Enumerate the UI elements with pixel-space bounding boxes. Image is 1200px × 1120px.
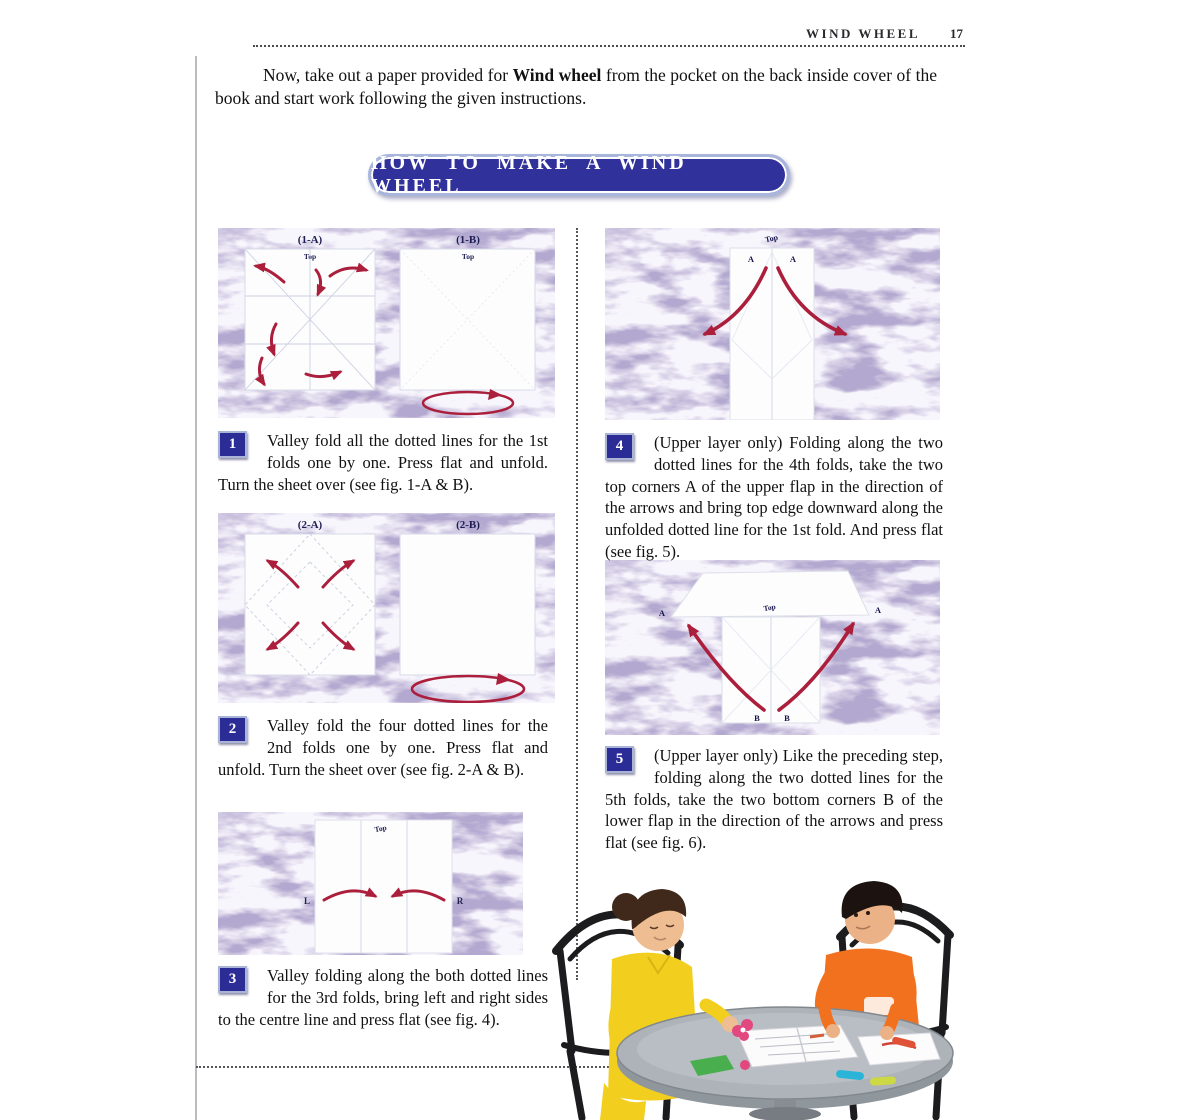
paper-square-2a xyxy=(245,534,375,675)
step-1-number-badge: 1 xyxy=(218,431,247,458)
top-label-4: Top xyxy=(764,232,779,245)
paper-square-2b xyxy=(400,534,535,675)
step-2-text: Valley fold the four dotted lines for the 2nd folds one by one. Press flat and unfold. Turn the sheet over (see fig. 2-A & B). xyxy=(218,716,548,779)
top-label-1b: Top xyxy=(461,252,475,261)
paper-sheet-3 xyxy=(315,820,452,953)
figure-1a-label: (1-A) xyxy=(297,234,323,246)
figure-2b-label: (2-B) xyxy=(456,519,480,531)
figure-1b-label: (1-B) xyxy=(456,234,480,246)
top-label-3: Top xyxy=(373,823,388,835)
figure-2-diagram xyxy=(218,513,555,703)
page-title: WIND WHEEL xyxy=(806,26,920,41)
step-1-text: Valley fold all the dotted lines for the 1st folds one by one. Press flat and unfold. Turn the sheet over (see fig. 1-A & B). xyxy=(218,431,548,494)
figure-2-panel xyxy=(218,513,555,703)
intro-text: Now, take out a paper provided for xyxy=(263,65,513,85)
step-2 xyxy=(218,715,548,780)
step-3 xyxy=(218,965,548,1030)
corner-b-label-right: B xyxy=(784,713,790,723)
corner-a-label-right: A xyxy=(789,254,797,264)
figure-2a-label: (2-A) xyxy=(297,519,323,531)
section-banner-label: HOW TO MAKE A WIND WHEEL xyxy=(371,152,687,197)
step-4 xyxy=(605,432,943,563)
step-2-number-badge: 2 xyxy=(218,716,247,743)
step-4-text: (Upper layer only) Folding along the two dotted lines for the 4th folds, take the two top corners A of the upper flap in the direction of the arrows and bring top edge downward along the unfolded dotted line for the 1st fold. And press flat (see fig. 5). xyxy=(605,433,943,561)
left-corner-label: L xyxy=(303,896,311,906)
section-banner xyxy=(368,154,790,196)
turn-over-arrowhead xyxy=(488,389,502,400)
top-label-1a: Top xyxy=(303,252,317,261)
corner-a-label-left: A xyxy=(658,608,666,618)
figure-4-panel xyxy=(605,228,940,420)
step-3-text: Valley folding along the both dotted lines for the 3rd folds, bring left and right sides to the centre line and press flat (see fig. 4). xyxy=(218,966,548,1029)
boy-hand-left xyxy=(826,1024,840,1038)
corner-b-label-left: B xyxy=(754,713,760,723)
figure-5-diagram xyxy=(605,560,940,735)
corner-a-label-left: A xyxy=(747,254,755,264)
step-5 xyxy=(605,745,943,854)
figure-1-diagram xyxy=(218,228,555,418)
right-corner-label: R xyxy=(456,896,464,906)
boy-hand-right xyxy=(880,1026,894,1040)
step-4-number-badge: 4 xyxy=(605,433,634,460)
step-5-text: (Upper layer only) Like the preceding step, folding along the two dotted lines for the 5th folds, take the two bottom corners B of the lower flap in the direction of the arrows and press flat (see fig. 6). xyxy=(605,746,943,853)
step-1 xyxy=(218,430,548,495)
figure-5-panel xyxy=(605,560,940,735)
children-crafting-photo xyxy=(540,855,960,1120)
figure-4-diagram xyxy=(605,228,940,420)
intro-text-after: from the pocket on the back inside cover of the book and start work following the given instructions. xyxy=(215,65,937,109)
top-label-5: Top xyxy=(762,602,777,614)
header-dotted-rule xyxy=(253,45,965,47)
corner-a-label-right: A xyxy=(874,605,882,615)
figure-1-panel xyxy=(218,228,555,418)
step-3-number-badge: 3 xyxy=(218,966,247,993)
running-head xyxy=(806,26,963,42)
intro-paragraph xyxy=(215,64,937,110)
step-5-number-badge: 5 xyxy=(605,746,634,773)
table-base xyxy=(749,1107,821,1120)
pink-paper xyxy=(740,1060,750,1070)
page-left-border xyxy=(195,56,197,1120)
page-number: 17 xyxy=(950,26,963,41)
figure-3-panel xyxy=(218,812,523,955)
intro-bold-text: Wind wheel xyxy=(512,65,602,85)
figure-3-diagram xyxy=(218,812,523,955)
